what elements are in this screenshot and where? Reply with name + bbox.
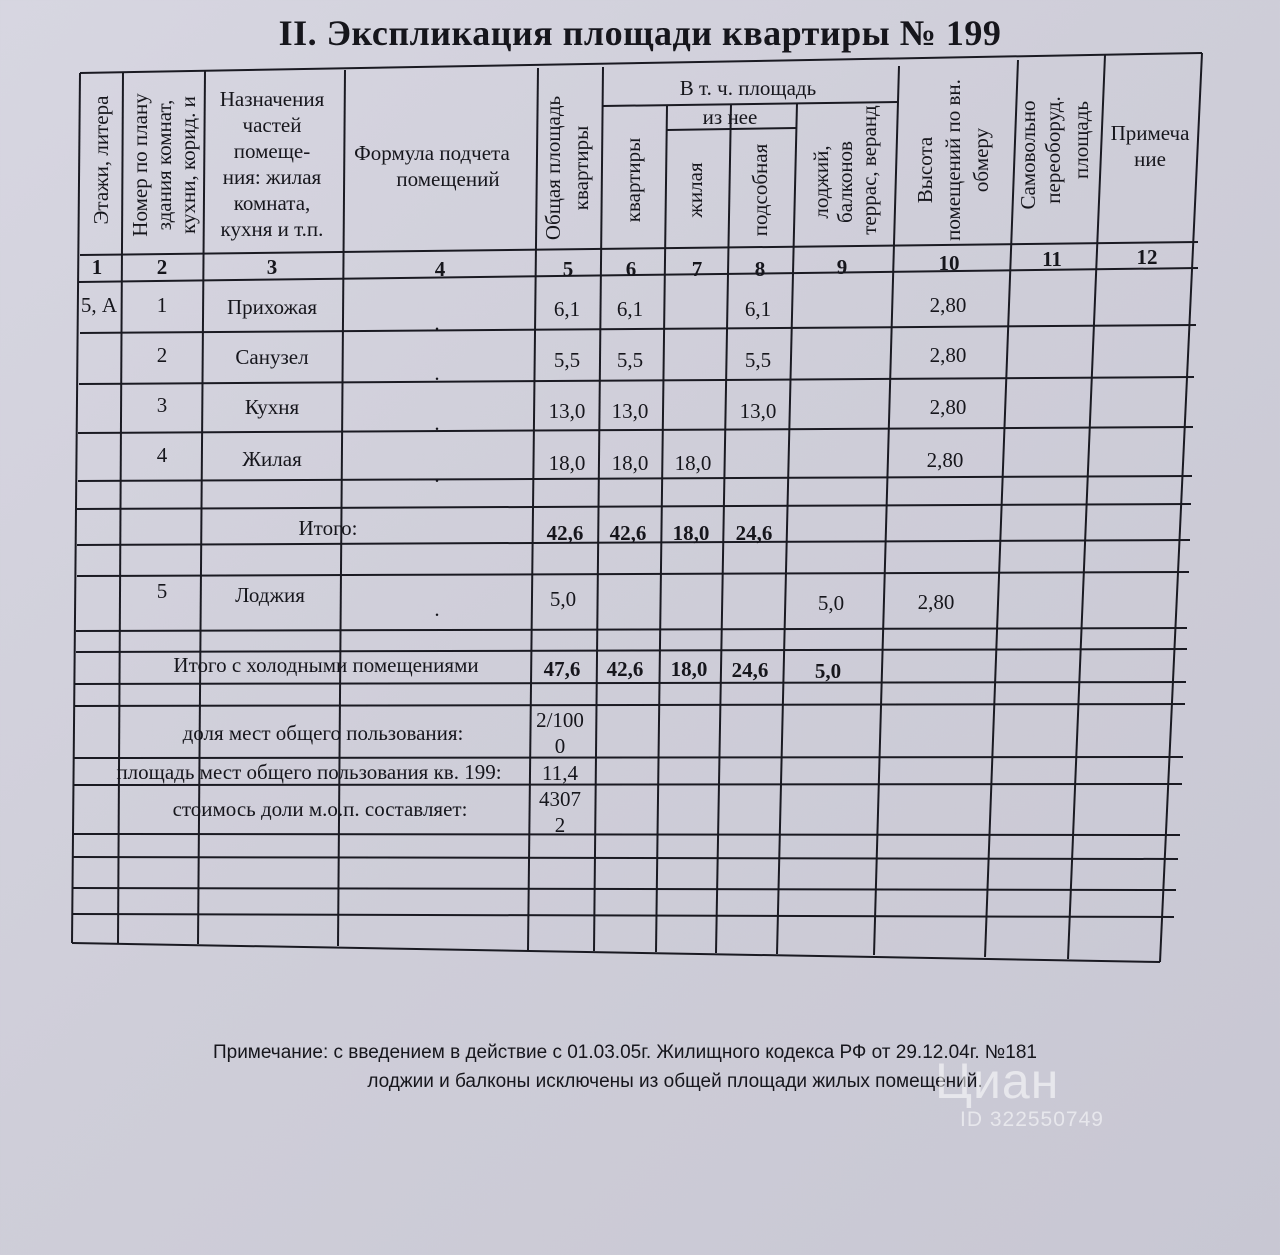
cell-room-name: Кухня bbox=[244, 395, 300, 419]
grid-line bbox=[78, 476, 1192, 481]
grid-line bbox=[79, 268, 1198, 282]
col-number: 7 bbox=[691, 257, 703, 281]
header-purpose-line1: Назначения bbox=[219, 87, 325, 111]
page-title: II. Экспликация площади квартиры № 199 bbox=[278, 13, 1002, 53]
total-cold-loggia: 5,0 bbox=[814, 659, 842, 683]
header-height-line2: помещений по вн. bbox=[941, 79, 965, 241]
cell-auxiliary: 5,5 bbox=[744, 348, 772, 372]
common-share-value: 2/100 bbox=[536, 708, 584, 732]
header-floors bbox=[89, 95, 113, 225]
header-note-line2: ние bbox=[1134, 147, 1166, 171]
header-self-conv-line1: Самовольно bbox=[1016, 100, 1040, 210]
col-number: 1 bbox=[91, 255, 103, 279]
header-note bbox=[1111, 121, 1191, 171]
cell-height: 2,80 bbox=[929, 293, 967, 317]
subtotal-auxiliary: 24,6 bbox=[735, 521, 773, 545]
common-cost-label: стоимось доли м.о.п. составляет: bbox=[172, 797, 468, 821]
table-row bbox=[81, 293, 966, 335]
header-height-line1: Высота bbox=[913, 136, 937, 204]
header-incl-area: В т. ч. площадь bbox=[679, 76, 817, 100]
header-self-conv-line2: переоборуд. bbox=[1041, 96, 1065, 204]
cell-apartment: 13,0 bbox=[611, 399, 649, 423]
grid-line bbox=[79, 377, 1194, 384]
header-loggia bbox=[809, 105, 881, 235]
grid-line bbox=[656, 106, 667, 952]
header-height-line3: обмеру bbox=[969, 127, 993, 193]
total-cold-apartment: 42,6 bbox=[606, 657, 644, 681]
col-number: 8 bbox=[754, 257, 766, 281]
cell-room-name: Санузел bbox=[235, 345, 309, 369]
cell-apartment: 18,0 bbox=[611, 451, 649, 475]
col-number: 10 bbox=[938, 251, 960, 275]
header-purpose-line6: кухня и т.п. bbox=[220, 217, 324, 241]
col-number: 3 bbox=[266, 255, 278, 279]
header-formula-line1: Формула подчета bbox=[354, 141, 510, 165]
cell-room-name: Лоджия bbox=[235, 583, 305, 607]
common-area-rows bbox=[116, 708, 583, 837]
grid-line bbox=[73, 834, 1180, 835]
header-room-no bbox=[128, 93, 200, 237]
col-number: 5 bbox=[562, 257, 574, 281]
grid-line bbox=[76, 628, 1187, 631]
subtotal-total: 42,6 bbox=[546, 521, 584, 545]
formula-dot: . bbox=[434, 463, 440, 487]
common-share-label: доля мест общего пользования: bbox=[182, 721, 464, 745]
grid-line bbox=[985, 60, 1018, 957]
header-purpose-line4: ния: жилая bbox=[222, 165, 322, 189]
col-number: 4 bbox=[434, 257, 446, 281]
grid-line bbox=[528, 68, 538, 950]
cell-auxiliary: 6,1 bbox=[744, 297, 772, 321]
common-area-label: площадь мест общего пользования кв. 199: bbox=[116, 760, 502, 784]
grid-line bbox=[77, 504, 1191, 509]
cell-height: 2,80 bbox=[917, 590, 955, 614]
subtotal-apartment: 42,6 bbox=[609, 521, 647, 545]
grid-line bbox=[80, 325, 1196, 333]
header-height bbox=[913, 79, 993, 241]
common-cost-value-cont: 2 bbox=[554, 813, 566, 837]
grid-line bbox=[594, 67, 603, 951]
cell-apartment: 6,1 bbox=[616, 297, 644, 321]
common-share-value-cont: 0 bbox=[554, 734, 566, 758]
header-formula-line2: помещений bbox=[396, 167, 500, 191]
grid-line bbox=[74, 784, 1182, 785]
subtotal-living: 18,0 bbox=[672, 521, 710, 545]
cell-total: 5,5 bbox=[553, 348, 581, 372]
cell-height: 2,80 bbox=[929, 343, 967, 367]
watermark-id: ID 322550749 bbox=[960, 1108, 1104, 1131]
grid-line bbox=[118, 72, 123, 943]
header-loggia-line1: лоджий, bbox=[809, 145, 833, 219]
header-purpose-line5: комната, bbox=[233, 191, 311, 215]
header-total-area-line2: квартиры bbox=[569, 125, 593, 211]
cell-height: 2,80 bbox=[929, 395, 967, 419]
grid-line bbox=[1160, 53, 1202, 962]
header-floors-text: Этажи, литера bbox=[89, 95, 113, 225]
header-purpose-line3: помеще- bbox=[233, 139, 311, 163]
header-note-line1: Примеча bbox=[1110, 121, 1190, 145]
grid-line bbox=[777, 103, 797, 954]
header-apartment: квартиры bbox=[621, 137, 645, 223]
cell-apartment: 5,5 bbox=[616, 348, 644, 372]
grid-line bbox=[76, 649, 1187, 652]
footnote-line2: лоджии и балконы исключены из общей площади жилых помещений. bbox=[367, 1071, 983, 1092]
header-formula bbox=[354, 141, 510, 191]
grid-line bbox=[75, 682, 1186, 684]
total-cold-row bbox=[173, 653, 841, 683]
grid-line bbox=[73, 857, 1178, 859]
header-loggia-line2: балконов bbox=[833, 141, 857, 223]
grid-line bbox=[77, 572, 1189, 576]
col-number: 2 bbox=[156, 255, 168, 279]
formula-dot: . bbox=[434, 361, 440, 385]
grid-line bbox=[72, 943, 1160, 962]
grid-line bbox=[78, 427, 1193, 433]
header-purpose bbox=[220, 87, 325, 241]
cell-room-no: 2 bbox=[156, 343, 168, 367]
col-number: 11 bbox=[1042, 247, 1062, 271]
cell-room-name: Жилая bbox=[242, 447, 302, 471]
header-self-conv-line3: площадь bbox=[1069, 101, 1093, 179]
formula-dot: . bbox=[434, 597, 440, 621]
grid-line bbox=[80, 53, 1202, 73]
total-cold-living: 18,0 bbox=[670, 657, 708, 681]
cell-floor: 5, А bbox=[80, 293, 118, 317]
cell-total: 5,0 bbox=[549, 587, 577, 611]
common-cost-value: 4307 bbox=[539, 787, 581, 811]
header-of-which: из нее bbox=[702, 105, 758, 129]
watermark-logo: Циан bbox=[935, 1053, 1060, 1109]
grid-line bbox=[74, 757, 1183, 758]
cell-living: 18,0 bbox=[674, 451, 712, 475]
cell-auxiliary: 13,0 bbox=[739, 399, 777, 423]
cell-total: 13,0 bbox=[548, 399, 586, 423]
col-number: 9 bbox=[836, 255, 848, 279]
header-total-area bbox=[541, 96, 593, 240]
cell-room-no: 1 bbox=[156, 293, 168, 317]
total-cold-total: 47,6 bbox=[543, 657, 581, 681]
cell-total: 18,0 bbox=[548, 451, 586, 475]
cell-room-no: 3 bbox=[156, 393, 168, 417]
common-area-value: 11,4 bbox=[542, 761, 578, 785]
header-loggia-line3: террас, веранд bbox=[857, 105, 881, 235]
header-room-no-line1: Номер по плану bbox=[128, 93, 152, 237]
header-purpose-line2: частей bbox=[242, 113, 302, 137]
total-cold-auxiliary: 24,6 bbox=[731, 658, 769, 682]
total-cold-label: Итого с холодными помещениями bbox=[173, 653, 479, 677]
cell-room-no: 4 bbox=[156, 443, 168, 467]
subtotal-label: Итого: bbox=[298, 516, 358, 540]
grid-line bbox=[80, 242, 1198, 255]
grid-line bbox=[72, 914, 1174, 917]
header-room-no-line2: здания комнат, bbox=[152, 99, 176, 231]
grid-line bbox=[716, 104, 731, 953]
header-total-area-line1: Общая площадь bbox=[541, 95, 565, 241]
grid-line bbox=[1068, 55, 1105, 959]
header-living: жилая bbox=[683, 162, 707, 218]
header-self-conversion bbox=[1016, 96, 1093, 209]
col-number: 6 bbox=[625, 257, 637, 281]
header-auxiliary: подсобная bbox=[748, 143, 772, 237]
cell-room-no: 5 bbox=[156, 579, 168, 603]
loggia-row bbox=[157, 579, 955, 621]
footnote-line1: Примечание: с введением в действие с 01.03.05г. Жилищного кодекса РФ от 29.12.04г. №181 bbox=[212, 1042, 1038, 1063]
cell-height: 2,80 bbox=[926, 448, 964, 472]
cell-loggia: 5,0 bbox=[817, 591, 845, 615]
cell-total: 6,1 bbox=[553, 297, 581, 321]
subtotal-row bbox=[299, 516, 773, 545]
cell-room-name: Прихожая bbox=[226, 295, 318, 319]
header-room-no-line3: кухни, корид. и bbox=[176, 96, 200, 234]
col-number: 12 bbox=[1136, 245, 1158, 269]
formula-dot: . bbox=[434, 311, 440, 335]
grid-line bbox=[75, 704, 1185, 706]
grid-line bbox=[73, 888, 1176, 890]
formula-dot: . bbox=[434, 411, 440, 435]
